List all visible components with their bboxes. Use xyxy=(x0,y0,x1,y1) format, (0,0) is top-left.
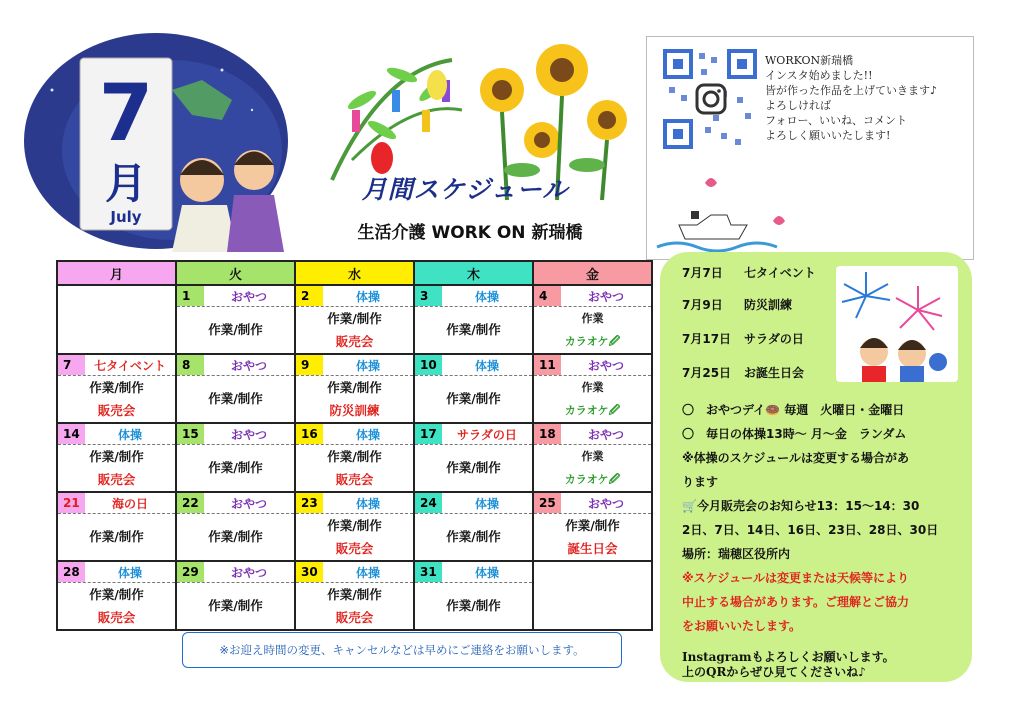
weekday-thu: 木 xyxy=(414,261,533,285)
warning-line: 中止する場合があります。ご理解とご協力 xyxy=(682,595,910,609)
schedule-calendar xyxy=(56,260,653,631)
day-number: 25 xyxy=(534,493,561,513)
info-line: 場所：瑞穂区役所内 xyxy=(682,547,791,561)
event-date: 7月9日 xyxy=(682,298,723,312)
day-event: 販売会 xyxy=(335,610,374,625)
day-cell xyxy=(414,354,533,423)
day-tag: おやつ xyxy=(230,427,267,442)
week-row xyxy=(57,285,652,354)
day-tag: おやつ xyxy=(587,496,624,511)
day-cell xyxy=(176,285,295,354)
info-line: 🛒今月販売会のお知らせ13：15～14：30 xyxy=(682,499,920,513)
weekday-mon: 月 xyxy=(57,261,176,285)
event-item xyxy=(682,364,804,381)
week-row xyxy=(57,561,652,630)
day-activity: 作業/制作 xyxy=(565,518,620,533)
day-event: カラオケ🖉 xyxy=(564,404,621,417)
day-activity: 作業/制作 xyxy=(446,460,501,475)
day-activity: 作業/制作 xyxy=(446,529,501,544)
day-cell xyxy=(533,423,652,492)
note-line: インスタ始めました!! xyxy=(765,69,873,82)
day-cell xyxy=(176,561,295,630)
day-tag: おやつ xyxy=(587,427,624,442)
day-tag: おやつ xyxy=(230,358,267,373)
event-item xyxy=(682,264,816,281)
day-tag: 七タイベント xyxy=(94,358,166,373)
warning-line: ※スケジュールは変更または天候等により xyxy=(682,571,909,585)
day-cell xyxy=(533,285,652,354)
day-cell xyxy=(295,561,414,630)
day-tag: おやつ xyxy=(587,358,624,373)
day-activity: 作業/制作 xyxy=(208,598,263,613)
day-event: 販売会 xyxy=(97,403,136,418)
day-tag: 体操 xyxy=(474,496,499,511)
day-activity: 作業/制作 xyxy=(208,322,263,337)
day-tag: おやつ xyxy=(230,289,267,304)
event-name: お誕生日会 xyxy=(744,366,805,380)
day-activity: 作業/制作 xyxy=(327,449,382,464)
week-row xyxy=(57,354,652,423)
note-line: 皆が作った作品を上げていきます♪ xyxy=(765,84,938,97)
july-badge-illustration xyxy=(22,30,290,252)
day-event: カラオケ🖉 xyxy=(564,473,621,486)
day-cell xyxy=(176,354,295,423)
day-activity: 作業 xyxy=(581,381,604,394)
day-cell xyxy=(414,285,533,354)
event-date: 7月25日 xyxy=(682,366,732,380)
day-number: 21 xyxy=(58,493,85,513)
day-number: 24 xyxy=(415,493,442,513)
day-cell xyxy=(533,354,652,423)
weekday-wed: 水 xyxy=(295,261,414,285)
day-number: 9 xyxy=(296,355,323,375)
day-activity: 作業/制作 xyxy=(89,587,144,602)
day-cell-empty xyxy=(533,561,652,630)
day-event: 販売会 xyxy=(335,334,374,349)
badge-number: 7 xyxy=(98,69,154,159)
note-line: よろしく願いいたします! xyxy=(765,129,891,142)
info-line: ※体操のスケジュールは変更する場合があ xyxy=(682,451,909,465)
info-line: 〇 毎日の体操13時～ 月～金 ランダム xyxy=(682,427,907,441)
day-activity: 作業/制作 xyxy=(89,529,144,544)
event-name: サラダの日 xyxy=(744,332,804,346)
day-tag: 体操 xyxy=(355,289,380,304)
day-cell xyxy=(176,492,295,561)
day-activity: 作業/制作 xyxy=(327,587,382,602)
event-date: 7月17日 xyxy=(682,332,732,346)
qr-code-icon xyxy=(661,47,759,151)
day-tag: 体操 xyxy=(474,358,499,373)
day-number: 17 xyxy=(415,424,442,444)
day-number: 2 xyxy=(296,286,323,306)
event-name: 七タイベント xyxy=(744,266,816,280)
day-cell xyxy=(414,492,533,561)
day-event: 販売会 xyxy=(97,610,136,625)
note-line: WORKON新瑞橋 xyxy=(765,54,854,67)
day-cell xyxy=(57,354,176,423)
day-number: 18 xyxy=(534,424,561,444)
week-row xyxy=(57,423,652,492)
day-tag: サラダの日 xyxy=(457,427,517,442)
day-tag: おやつ xyxy=(230,496,267,511)
page-subtitle: 生活介護 WORK ON 新瑞橋 xyxy=(357,223,583,243)
day-tag: 体操 xyxy=(474,565,499,580)
day-number: 31 xyxy=(415,562,442,582)
day-cell xyxy=(295,492,414,561)
day-activity: 作業/制作 xyxy=(446,598,501,613)
day-number: 23 xyxy=(296,493,323,513)
day-number: 29 xyxy=(177,562,204,582)
day-activity: 作業/制作 xyxy=(208,529,263,544)
day-cell xyxy=(295,354,414,423)
weekday-fri: 金 xyxy=(533,261,652,285)
day-cell xyxy=(57,423,176,492)
info-line: 〇 おやつデイ🍩 毎週 火曜日・金曜日 xyxy=(682,403,905,417)
day-number: 11 xyxy=(534,355,561,375)
note-line: よろしければ xyxy=(765,99,831,112)
day-tag: 体操 xyxy=(355,496,380,511)
day-number: 30 xyxy=(296,562,323,582)
note-line: フォロー、いいね、コメント xyxy=(765,114,908,127)
day-event: 販売会 xyxy=(335,541,374,556)
day-tag: 体操 xyxy=(355,565,380,580)
day-activity: 作業/制作 xyxy=(327,518,382,533)
day-event: カラオケ🖉 xyxy=(564,335,621,348)
day-number: 7 xyxy=(58,355,85,375)
day-activity: 作業 xyxy=(581,312,604,325)
day-number: 16 xyxy=(296,424,323,444)
day-number: 10 xyxy=(415,355,442,375)
day-cell xyxy=(57,561,176,630)
day-number: 8 xyxy=(177,355,204,375)
day-cell-empty xyxy=(57,285,176,354)
day-activity: 作業/制作 xyxy=(89,380,144,395)
day-tag: 体操 xyxy=(117,427,142,442)
info-text xyxy=(682,398,967,680)
day-activity: 作業/制作 xyxy=(446,322,501,337)
day-event: 防災訓練 xyxy=(329,403,380,418)
pickup-notice: ※お迎え時間の変更、キャンセルなどは早めにご連絡をお願いします。 xyxy=(182,632,622,668)
weekday-header-row xyxy=(57,261,652,285)
day-activity: 作業/制作 xyxy=(327,380,382,395)
day-event: 誕生日会 xyxy=(567,541,618,556)
day-activity: 作業 xyxy=(581,450,604,463)
day-tag: 体操 xyxy=(117,565,142,580)
day-tag: 体操 xyxy=(355,358,380,373)
day-tag: おやつ xyxy=(230,565,267,580)
day-event: 販売会 xyxy=(335,472,374,487)
day-number: 14 xyxy=(58,424,85,444)
day-number: 3 xyxy=(415,286,442,306)
day-tag: 体操 xyxy=(474,289,499,304)
event-item xyxy=(682,330,804,347)
badge-month: July xyxy=(110,208,142,226)
day-cell xyxy=(176,423,295,492)
page-title: 月間スケジュール xyxy=(361,175,569,204)
day-tag: おやつ xyxy=(587,289,624,304)
info-line: 2日、7日、14日、16日、23日、28日、30日 xyxy=(682,523,939,537)
event-item xyxy=(682,296,792,313)
week-row xyxy=(57,492,652,561)
weekday-tue: 火 xyxy=(176,261,295,285)
day-number: 28 xyxy=(58,562,85,582)
event-name: 防災訓練 xyxy=(744,298,793,312)
boat-doodle-illustration xyxy=(647,155,973,259)
info-line: ります xyxy=(682,475,719,489)
day-cell xyxy=(295,285,414,354)
day-number: 22 xyxy=(177,493,204,513)
heart-icon xyxy=(773,216,785,225)
closing-line: Instagramもよろしくお願いします。 xyxy=(682,650,895,664)
day-cell xyxy=(295,423,414,492)
day-number: 1 xyxy=(177,286,204,306)
day-number: 4 xyxy=(534,286,561,306)
day-cell xyxy=(533,492,652,561)
day-tag: 体操 xyxy=(355,427,380,442)
day-cell xyxy=(414,561,533,630)
badge-kanji: 月 xyxy=(104,159,148,208)
fireworks-kids-illustration xyxy=(836,266,958,382)
day-cell xyxy=(57,492,176,561)
note-text xyxy=(765,53,971,143)
closing-line: 上のQRからぜひ見てくださいね♪ xyxy=(682,665,866,679)
instagram-note xyxy=(646,36,974,260)
heart-icon xyxy=(705,178,717,187)
day-activity: 作業/制作 xyxy=(89,449,144,464)
info-panel xyxy=(660,252,972,682)
day-activity: 作業/制作 xyxy=(208,391,263,406)
day-tag: 海の日 xyxy=(111,496,148,511)
day-activity: 作業/制作 xyxy=(446,391,501,406)
day-event: 販売会 xyxy=(97,472,136,487)
day-number: 15 xyxy=(177,424,204,444)
day-cell xyxy=(414,423,533,492)
day-activity: 作業/制作 xyxy=(327,311,382,326)
warning-line: をお願いいたします。 xyxy=(682,619,802,633)
event-date: 7月7日 xyxy=(682,266,723,280)
day-activity: 作業/制作 xyxy=(208,460,263,475)
